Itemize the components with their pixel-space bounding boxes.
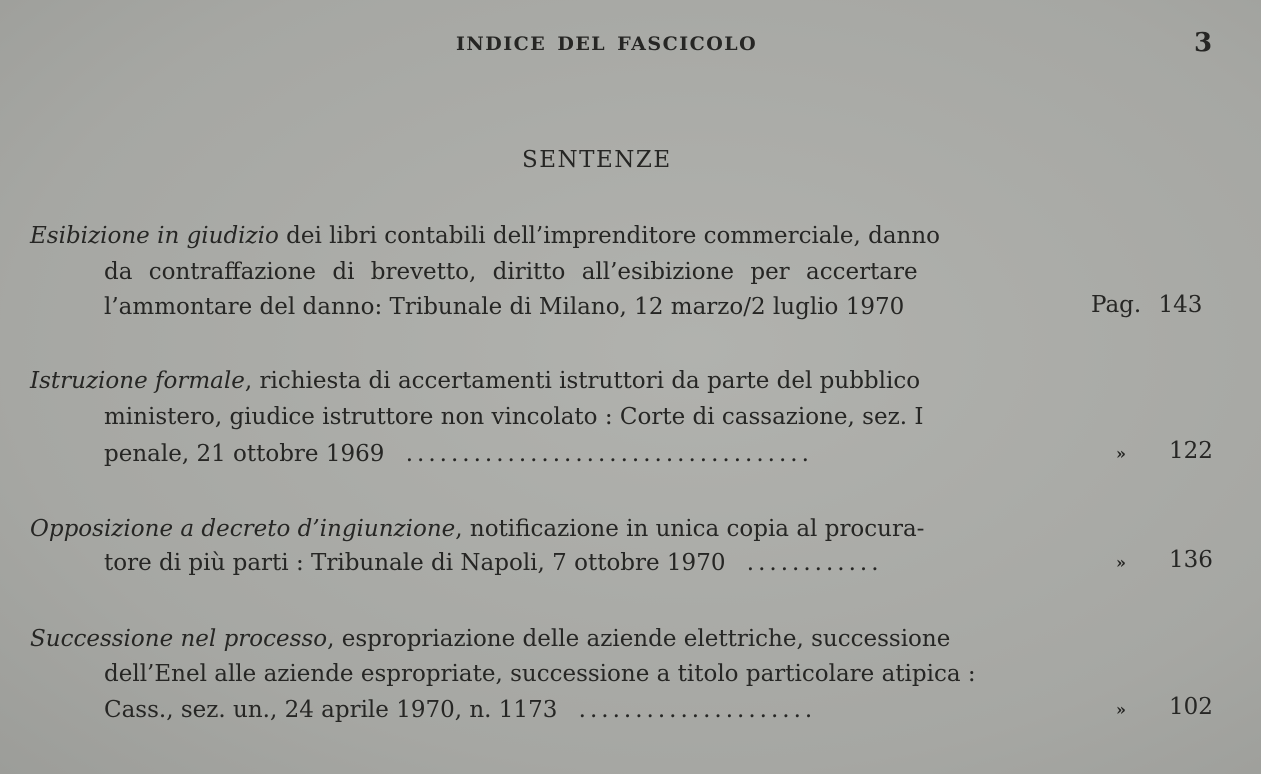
page-number: 3 [1194,28,1213,58]
page-reference [1116,692,1216,722]
entry-line: l’ammontare del danno: Tribunale di Milano, 12 marzo/2 luglio 1970 [104,294,905,320]
entry-text: , notificazione in unica copia al procura- [455,516,925,542]
page-reference [1091,290,1202,320]
entry-text: tore di più parti : Tribunale di Napoli, 7 ottobre 1970 [104,550,726,576]
entry-line: dell’Enel alle aziende espropriate, successione a titolo particolare atipica : [104,661,976,687]
page-value: 122 [1169,438,1213,464]
entry-line [104,548,883,578]
entry-line [104,695,816,725]
dot-leader: .................................... [405,441,813,467]
entry-line [104,439,813,469]
section-title: SENTENZE [522,147,672,173]
ditto-mark: » [1116,700,1126,719]
page-label: Pag. [1091,292,1142,318]
entry-line [30,514,924,544]
entry-text: Cass., sez. un., 24 aprile 1970, n. 1173 [104,697,558,723]
entry-line [30,624,950,654]
entry-text: , espropriazione delle aziende elettriche, successione [327,626,951,652]
page-value: 143 [1158,292,1203,318]
ditto-mark: » [1116,444,1126,463]
entry-text: penale, 21 ottobre 1969 [104,441,385,467]
page-value: 136 [1169,547,1213,573]
dot-leader: ..................... [578,697,817,723]
entry-keyword: Successione nel processo [30,626,328,652]
entry-text: , richiesta di accertamenti istruttori da parte del pubblico [244,368,921,394]
entry-keyword: Opposizione a decreto d’ingiunzione [30,516,456,542]
entry-line [30,221,940,251]
running-header: INDICE DEL FASCICOLO [456,33,758,55]
page-value: 102 [1169,694,1213,720]
page-reference [1116,545,1216,575]
entry-line: ministero, giudice istruttore non vincolato : Corte di cassazione, sez. I [104,404,924,430]
entry-line [30,366,920,396]
dot-leader: ............ [746,550,883,576]
page-reference [1116,436,1216,466]
entry-keyword: Istruzione formale [30,368,245,394]
entry-text: dei libri contabili dell’imprenditore commerciale, danno [278,223,941,249]
entry-keyword: Esibizione in giudizio [30,223,279,249]
ditto-mark: » [1116,553,1126,572]
entry-line: da contraffazione di brevetto, diritto all’esibizione per accertare [104,259,918,285]
